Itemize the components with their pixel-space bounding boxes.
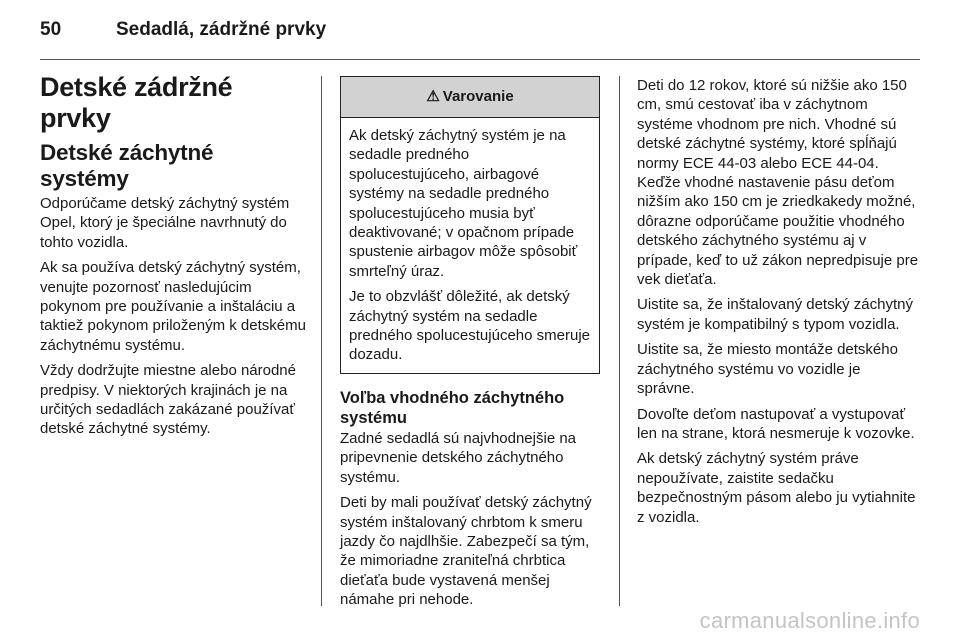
warning-box <box>340 76 600 374</box>
warning-paragraph: Je to obzvlášť dôležité, ak detský záchytný systém na sedadle predného spolucestujúceho smeruje dozadu. <box>349 288 590 364</box>
paragraph: Vždy dodržujte miestne alebo národné predpisy. V niektorých krajinách je na určitých sedadlách zakázané používať detské záchytné systémy. <box>40 362 296 438</box>
warning-paragraph: Ak detský záchytný systém je na sedadle predného spolucestujúceho, airbagové systémy na sedadle predného spolucestujúceho musia byť deaktivované; v opačnom prípade spustenie airbagov môže spôsobiť smrteľný úraz. <box>349 127 578 280</box>
section-title: Detské zádržné prvky <box>40 72 233 133</box>
warning-label: Varovanie <box>442 88 514 106</box>
column-left <box>40 72 308 445</box>
paragraph: Odporúčame detský záchytný systém Opel, ktorý je špeciálne navrhnutý do tohto vozidla. <box>40 195 290 251</box>
header-rule <box>40 59 920 60</box>
paragraph: Ak sa používa detský záchytný systém, venujte pozornosť nasledujúcim pokynom pre používanie a inštaláciu a taktiež pokynom priloženým k detskému záchytnému systému. <box>40 259 306 354</box>
column-divider-left <box>321 76 322 606</box>
warning-triangle-icon: ⚠ <box>426 88 440 106</box>
paragraph: Uistite sa, že inštalovaný detský záchytný systém je kompatibilný s typom vozidla. <box>637 296 913 333</box>
page-header <box>40 19 920 47</box>
column-divider-right <box>619 76 620 606</box>
warning-body <box>341 118 599 373</box>
subsection-title: Detské záchytné systémy <box>40 140 214 191</box>
page-number: 50 <box>40 19 62 40</box>
watermark: carmanualsonline.info <box>699 608 920 633</box>
running-title: Sedadlá, zádržné prvky <box>116 19 327 40</box>
warning-header <box>341 77 599 118</box>
paragraph: Deti do 12 rokov, ktoré sú nižšie ako 150 cm, smú cestovať iba v záchytnom systéme vhodnom pre nich. Vhodné sú detské záchytné systémy, ktoré spĺňajú normy ECE 44-03 alebo ECE 44-04. Keďže vhodné nastavenie pásu deťom nižším ako 150 cm je zriedkakedy možné, dôrazne odporúčame použitie vhodného detského záchytného systému aj v prípade, keď to už zákon nepredpisuje pre vek dieťaťa. <box>637 77 919 289</box>
paragraph: Deti by mali používať detský záchytný systém inštalovaný chrbtom k smeru jazdy čo najdlhšie. Zabezpečí sa tým, že mimoriadne zraniteľná chrbtica dieťaťa bude vystavená menšej námahe pri nehode. <box>340 494 592 609</box>
paragraph: Ak detský záchytný systém práve nepoužívate, zaistite sedačku bezpečnostným pásom alebo ju vytiahnite z vozidla. <box>637 450 916 526</box>
subsection-heading: Voľba vhodného záchytného systému <box>340 388 565 427</box>
paragraph: Dovoľte deťom nastupovať a vystupovať len na strane, ktorá nesmeruje k vozovke. <box>637 405 915 442</box>
paragraph: Uistite sa, že miesto montáže detského záchytného systému vo vozidle je správne. <box>637 341 898 398</box>
column-right <box>637 76 920 533</box>
paragraph: Zadné sedadlá sú najvhodnejšie na pripevnenie detského záchytného systému. <box>340 429 577 486</box>
column-middle <box>340 76 600 616</box>
